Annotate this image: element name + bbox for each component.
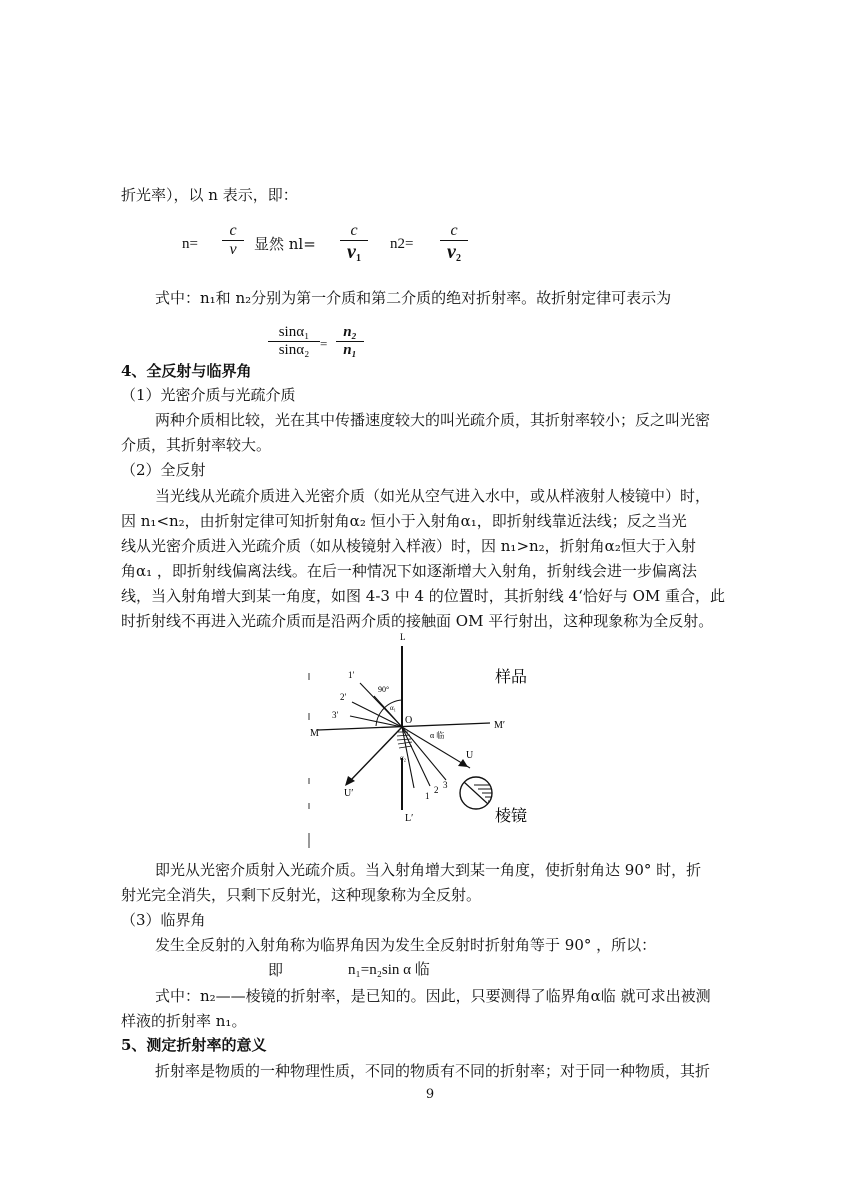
label-2: 2 xyxy=(434,785,439,795)
label-L: L xyxy=(400,632,406,642)
sub2-title: （2）全反射 xyxy=(121,461,206,479)
para4-line1: 发生全反射的入射角称为临界角因为发生全反射时折射角等于 90° ，所以： xyxy=(155,936,657,954)
sub1-title: （1）光密介质与光疏介质 xyxy=(121,386,296,404)
para6-line1: 折射率是物质的一种物理性质，不同的物质有不同的折射率；对于同一种物质，其折 xyxy=(155,1062,711,1080)
para3-line2: 射光完全消失，只剩下反射光，这种现象称为全反射。 xyxy=(121,886,482,904)
para2-line2: 因 n₁<n₂，由折射定律可知折射角α₂ 恒小于入射角α₁，即折射线靠近法线；反之当光 xyxy=(121,512,687,530)
para2-line3: 线从光密介质进入光疏介质（如从棱镜射入样液）时，因 n₁>n₂，折射角α₂恒大于入射 xyxy=(121,537,696,555)
snell-left-fraction xyxy=(268,324,320,359)
label-U: U xyxy=(466,750,474,761)
intro-line: 折光率），以 n 表示，即： xyxy=(121,186,298,204)
n2-eq: n2= xyxy=(390,236,414,252)
reflected-ray xyxy=(350,727,402,781)
para4-ji: 即 xyxy=(268,961,284,979)
fraction-c-over-v xyxy=(222,222,244,259)
formula-note: 式中：n₁和 n₂分别为第一介质和第二介质的绝对折射率。故折射定律可表示为 xyxy=(155,289,672,307)
label-90: 90° xyxy=(378,685,390,694)
para1-line2: 介质，其折射率较大。 xyxy=(121,436,272,454)
label-3: 3 xyxy=(443,780,448,790)
label-a1: α₁ xyxy=(390,704,397,712)
snell-den: sinα₂ xyxy=(278,342,310,358)
total-reflection-diagram xyxy=(290,628,570,853)
para2-line1: 当光线从光疏介质进入光密介质（如光从空气进入水中，或从样液射人棱镜中）时， xyxy=(155,487,711,505)
fraction-c-over-v1 xyxy=(340,222,368,264)
snell-right-fraction xyxy=(336,324,364,359)
label-U-prime: U′ xyxy=(344,788,354,799)
section4-title: 4、全反射与临界角 xyxy=(121,362,252,380)
page-number: 9 xyxy=(425,1087,435,1102)
label-3p: 3′ xyxy=(332,710,339,720)
snell-num: sinα₁ xyxy=(268,324,320,342)
snell-eq: = xyxy=(320,336,328,351)
xianran-label: 显然 nl= xyxy=(254,235,316,253)
section5-title: 5、测定折射率的意义 xyxy=(121,1036,267,1054)
fraction-c-over-v2 xyxy=(440,222,468,264)
para5-line1: 式中：n₂——棱镜的折射率，是已知的。因此，只要测得了临界角α临 就可求出被测 xyxy=(155,987,711,1005)
label-M-prime: M′ xyxy=(494,720,506,731)
n-eq: n= xyxy=(182,236,198,252)
snell-rnum: n₂ xyxy=(336,324,364,342)
sample-label: 样品 xyxy=(495,669,528,686)
label-a2: α₂ xyxy=(400,754,407,762)
frac1-num: c xyxy=(222,222,244,241)
label-M: M xyxy=(310,728,319,739)
label-1: 1 xyxy=(425,791,430,801)
para2-line5: 线，当入射角增大到某一角度，如图 4-3 中 4 的位置时，其折射线 4‘恰好与 OM 重合，此 xyxy=(121,587,726,605)
critical-angle-formula: n₁=n₂sin α 临 xyxy=(348,962,430,978)
frac2-den: v xyxy=(347,241,356,263)
para2-line6: 时折射线不再进入光疏介质而是沿两介质的接触面 OM 平行射出，这种现象称为全反射。 xyxy=(121,612,714,630)
label-L-prime: L′ xyxy=(405,813,414,824)
frac2-num: c xyxy=(340,222,368,241)
frac3-num: c xyxy=(440,222,468,241)
para5-line2: 样液的折射率 n₁。 xyxy=(121,1012,247,1030)
label-O: O xyxy=(405,715,413,726)
para1-line1: 两种介质相比较，光在其中传播速度较大的叫光疏介质，其折射率较小；反之叫光密 xyxy=(155,411,711,429)
frac2-den-sub: 1 xyxy=(355,253,361,264)
label-2p: 2′ xyxy=(340,692,347,702)
label-1p: 1′ xyxy=(348,670,355,680)
prism-label: 棱镜 xyxy=(495,808,528,825)
para2-line4: 角α₁ ，即折射线偏离法线。在后一种情况下如逐渐增大入射角，折射线会进一步偏离法 xyxy=(121,562,697,580)
light-source-icon xyxy=(460,777,492,809)
para3-line1: 即光从光密介质射入光疏介质。当入射角增大到某一角度，使折射角达 90° 时，折 xyxy=(155,861,702,879)
sub3-title: （3）临界角 xyxy=(121,911,206,929)
snell-rden: n₁ xyxy=(343,342,357,358)
frac3-den: v xyxy=(447,241,456,263)
frac3-den-sub: 2 xyxy=(455,253,461,264)
frac1-den: v xyxy=(229,241,237,258)
label-alin: α 临 xyxy=(430,731,445,740)
